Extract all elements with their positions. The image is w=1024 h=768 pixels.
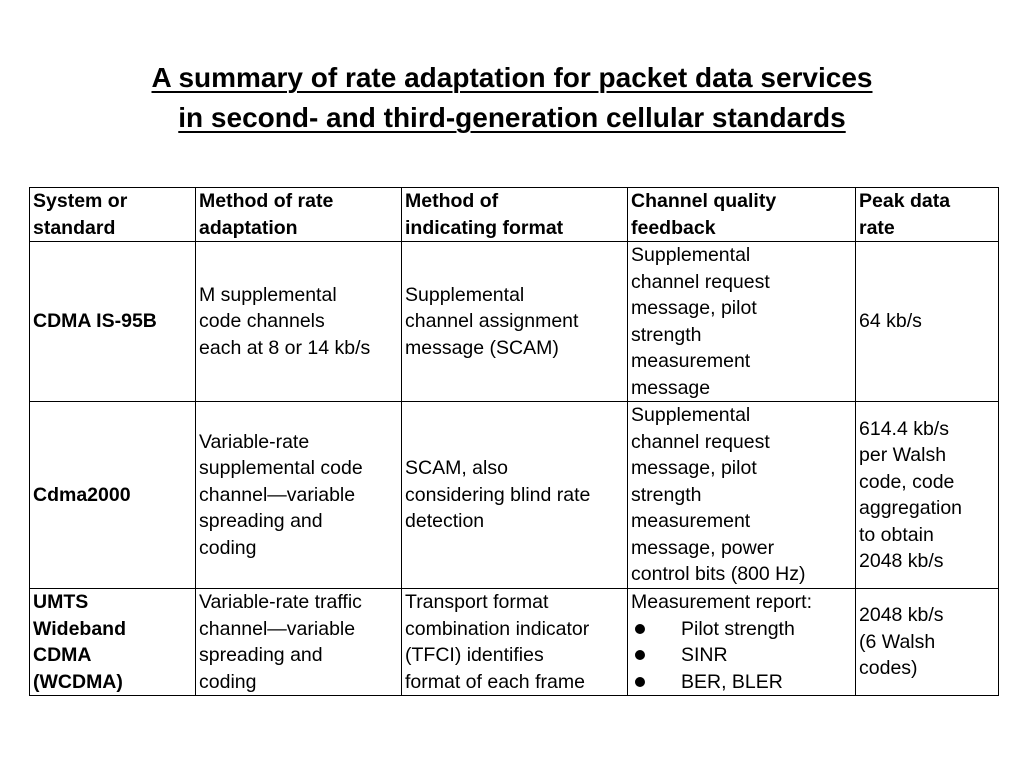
cell-feedback <box>628 589 856 696</box>
cell-format: Transport format combination indicator (TFCI) identifies format of each frame <box>402 589 628 696</box>
header-system: System or standard <box>30 188 196 242</box>
table-row <box>30 589 999 696</box>
cell-rate-adaptation: Variable-rate supplemental code channel—variable spreading and coding <box>196 402 402 589</box>
cell-rate-adaptation: Variable-rate traffic channel—variable spreading and coding <box>196 589 402 696</box>
list-item: SINR <box>631 642 852 669</box>
feedback-bullet-list <box>631 616 852 696</box>
title-line-1: A summary of rate adaptation for packet data services <box>151 62 873 93</box>
table-header-row <box>30 188 999 242</box>
list-item: Pilot strength <box>631 616 852 643</box>
header-peak-rate: Peak data rate <box>856 188 999 242</box>
list-item: BER, BLER <box>631 669 852 696</box>
bullet-dot-icon <box>635 650 645 660</box>
cell-format: Supplemental channel assignment message (SCAM) <box>402 242 628 402</box>
slide-title <box>0 58 1024 138</box>
cell-rate-adaptation: M supplemental code channels each at 8 or 14 kb/s <box>196 242 402 402</box>
header-format-indication: Method of indicating format <box>402 188 628 242</box>
rate-adaptation-table <box>29 187 999 696</box>
bullet-dot-icon <box>635 624 645 634</box>
cell-peak-rate: 64 kb/s <box>856 242 999 402</box>
cell-system: UMTS Wideband CDMA (WCDMA) <box>30 589 196 696</box>
header-rate-adaptation: Method of rate adaptation <box>196 188 402 242</box>
cell-peak-rate: 2048 kb/s (6 Walsh codes) <box>856 589 999 696</box>
header-channel-feedback: Channel quality feedback <box>628 188 856 242</box>
cell-system: CDMA IS-95B <box>30 242 196 402</box>
title-line-2: in second- and third-generation cellular standards <box>178 102 846 133</box>
cell-system: Cdma2000 <box>30 402 196 589</box>
cell-feedback: Supplemental channel request message, pilot strength measurement message <box>628 242 856 402</box>
feedback-intro: Measurement report: <box>631 591 812 613</box>
table-row <box>30 402 999 589</box>
table-row <box>30 242 999 402</box>
cell-peak-rate: 614.4 kb/s per Walsh code, code aggregation to obtain 2048 kb/s <box>856 402 999 589</box>
cell-format: SCAM, also considering blind rate detection <box>402 402 628 589</box>
bullet-dot-icon <box>635 677 645 687</box>
cell-feedback: Supplemental channel request message, pilot strength measurement message, power control bits (800 Hz) <box>628 402 856 589</box>
